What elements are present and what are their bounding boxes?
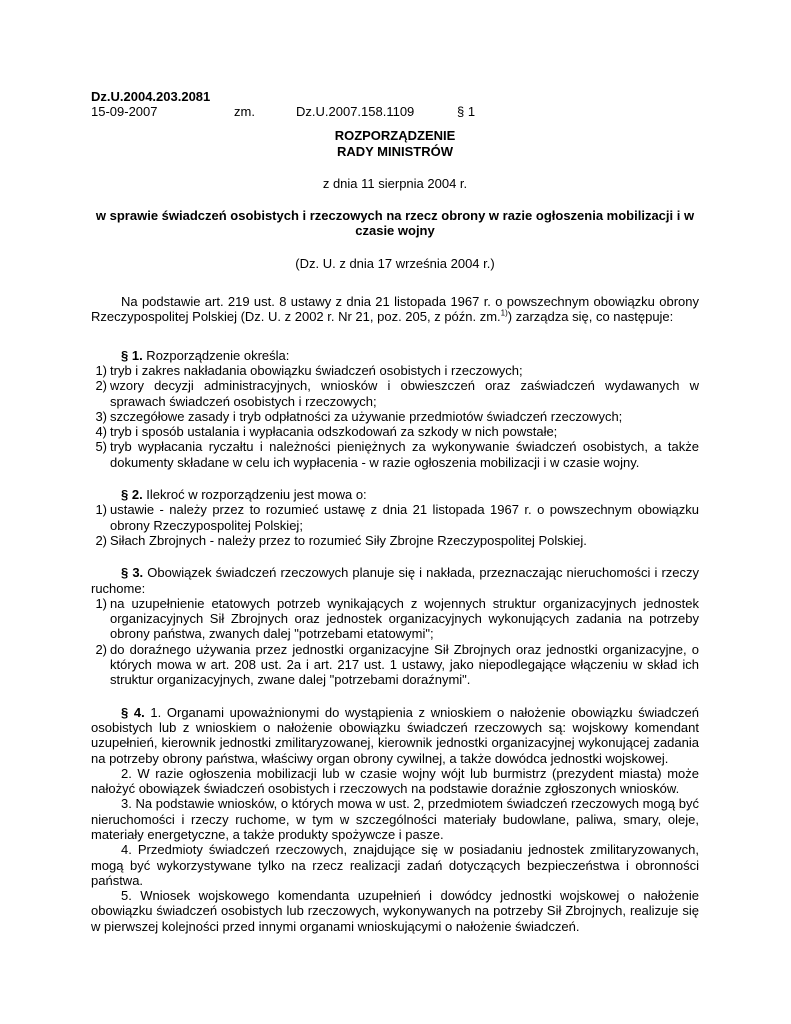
- section-4-paragraph-4: 4. Przedmioty świadczeń rzeczowych, znajdujące się w posiadaniu jednostek zmilitaryzowanych, mogą być wykorzystywane tylko na rzecz realizacji zadań dotyczących bezpieczeństwa i obronności państwa.: [91, 842, 699, 888]
- preamble-text-end: ) zarządza się, co następuje:: [507, 309, 674, 325]
- section-1-list: [91, 363, 699, 470]
- item-text: szczegółowe zasady i tryb odpłatności za używanie przedmiotów świadczeń rzeczowych;: [110, 408, 623, 424]
- publication-note: (Dz. U. z dnia 17 września 2004 r.): [295, 255, 495, 271]
- item-number: 1): [95, 595, 107, 611]
- footnote-marker: 1): [500, 309, 508, 319]
- section-4-paragraph-3: 3. Na podstawie wniosków, o których mowa w ust. 2, przedmiotem świadczeń rzeczowych mogą być nieruchomości i rzeczy ruchome, w tym w szczególności materiały budowlane, paliwa, smary, oleje, materiały energetyczne, a także produkty spożywcze i pasze.: [91, 796, 699, 842]
- title-line-1: ROZPORZĄDZENIE: [334, 128, 456, 144]
- list-item: [91, 596, 699, 642]
- item-number: 1): [95, 362, 107, 378]
- item-number: 2): [95, 641, 107, 657]
- section-3-intro-text: Obowiązek świadczeń rzeczowych planuje się i nakłada, przeznaczając nieruchomości i rzeczy ruchome:: [91, 565, 699, 596]
- section-1-intro-text: Rozporządzenie określa:: [142, 347, 290, 363]
- section-3-label: § 3.: [121, 565, 144, 581]
- section-2-intro-text: Ilekroć w rozporządzeniu jest mowa o:: [142, 487, 367, 503]
- section-3-list: [91, 596, 699, 688]
- item-text: do doraźnego używania przez jednostki organizacyjne Sił Zbrojnych oraz jednostki organizacyjne, o których mowa w art. 208 ust. 2a i art. 217 ust. 1 ustawy, jako niepodlegające włączeniu w skład ich struktur organizacyjnych, zwane dalej "potrzebami doraźnymi".: [110, 641, 699, 688]
- list-item: [91, 424, 699, 439]
- list-item: [91, 502, 699, 533]
- section-4-paragraph-2: 2. W razie ogłoszenia mobilizacji lub w czasie wojny wójt lub burmistrz (prezydent miasta) może nałożyć obowiązek świadczeń osobistych i rzeczowych na podstawie doraźnie zgłoszonych wniosków.: [91, 765, 699, 797]
- revision-row: [91, 104, 699, 119]
- item-text: na uzupełnienie etatowych potrzeb wynikających z wojennych struktur organizacyjnych jednostek organizacyjnych Sił Zbrojnych oraz jednostek organizacyjnych wykonujących zadania na potrzeby obrony państwa, zwanych dalej "potrzebami etatowymi";: [110, 595, 699, 642]
- section-2-intro: [91, 487, 699, 502]
- list-item: [91, 439, 699, 470]
- section-4-label: § 4.: [121, 704, 145, 720]
- title-subject: w sprawie świadczeń osobistych i rzeczowych na rzecz obrony w razie ogłoszenia mobilizacji i w czasie wojny: [95, 208, 695, 239]
- section-3-intro: [91, 565, 699, 596]
- item-number: 2): [95, 378, 107, 394]
- item-text: tryb i zakres nakładania obowiązku świadczeń osobistych i rzeczowych;: [110, 362, 523, 378]
- revision-label: zm.: [234, 104, 255, 120]
- list-item: [91, 363, 699, 378]
- section-4-paragraph-1: [91, 705, 699, 766]
- document-page: [91, 89, 699, 934]
- section-2-list: [91, 502, 699, 548]
- item-text: tryb i sposób ustalania i wypłacania odszkodowań za szkody w nich powstałe;: [110, 424, 558, 440]
- item-text: Siłach Zbrojnych - należy przez to rozumieć Siły Zbrojne Rzeczypospolitej Polskiej.: [110, 532, 587, 548]
- item-number: 5): [95, 439, 107, 455]
- list-item: [91, 642, 699, 688]
- section-4-text-1: 1. Organami upoważnionymi do wystąpienia z wnioskiem o nałożenie obowiązku świadczeń osobistych lub z wnioskiem o nałożenie obowiązku świadczeń rzeczowych są: wojskowy komendant uzupełnień, kierownik jednostki zmilitaryzowanej, kierownik jednostki organizacyjnej wykonującej zadania na potrzeby obrony państwa, właściwy organ obrony cywilnej, a także dowódca jednostki wojskowej.: [91, 704, 699, 766]
- section-4-paragraph-5: 5. Wniosek wojskowego komendanta uzupełnień i dowódcy jednostki wojskowej o nałożenie obowiązku świadczeń osobistych lub rzeczowych, wykonywanych na potrzeby Sił Zbrojnych, realizuje się w pierwszej kolejności przed innymi organami wnioskującymi o nałożenie świadczeń.: [91, 888, 699, 934]
- item-text: tryb wypłacania ryczałtu i należności pieniężnych za wykonywanie świadczeń osobistych, a także dokumenty składane w celu ich wypłacenia - w razie ogłoszenia mobilizacji i w czasie wojny.: [110, 439, 699, 470]
- list-item: [91, 533, 699, 548]
- item-number: 2): [95, 532, 107, 548]
- title-date: z dnia 11 sierpnia 2004 r.: [322, 175, 468, 191]
- section-1-label: § 1.: [121, 347, 143, 363]
- preamble-text: Na podstawie art. 219 ust. 8 ustawy z dnia 21 listopada 1967 r. o powszechnym obowiązku obrony Rzeczypospolitej Polskiej (Dz. U. z 2002 r. Nr 21, poz. 205, z późn. zm.: [91, 294, 699, 325]
- revision-ref: Dz.U.2007.158.1109: [296, 104, 415, 120]
- section-1-intro: [91, 348, 699, 363]
- revision-date: 15-09-2007: [91, 104, 158, 120]
- document-id: Dz.U.2004.203.2081: [91, 89, 211, 104]
- item-number: 1): [95, 502, 107, 518]
- preamble: [91, 294, 699, 325]
- item-number: 3): [95, 408, 107, 424]
- item-number: 4): [95, 424, 107, 440]
- title-line-2: RADY MINISTRÓW: [336, 143, 454, 159]
- revision-section: § 1: [457, 104, 476, 120]
- section-2-label: § 2.: [121, 487, 143, 503]
- item-text: ustawie - należy przez to rozumieć ustawę z dnia 21 listopada 1967 r. o powszechnym obowiązku obrony Rzeczypospolitej Polskiej;: [110, 502, 699, 533]
- list-item: [91, 378, 699, 409]
- item-text: wzory decyzji administracyjnych, wniosków i obwieszczeń oraz zaświadczeń wydawanych w sprawach świadczeń osobistych i rzeczowych;: [110, 378, 699, 409]
- list-item: [91, 409, 699, 424]
